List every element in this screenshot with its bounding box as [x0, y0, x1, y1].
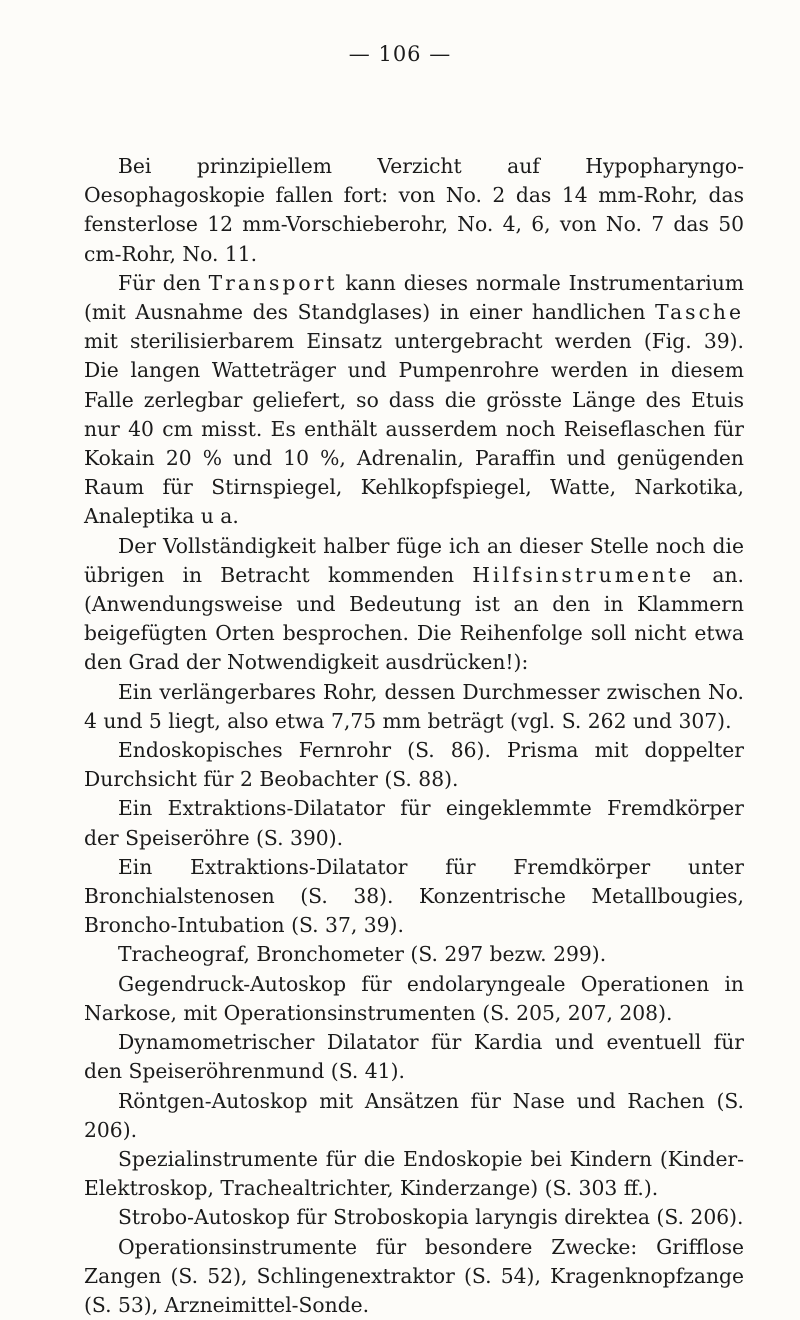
text-run: kann dieses normale Instrumentarium (mit Ausnahme des Standglases) in einer handlichen — [84, 270, 744, 325]
spaced-term: Hilfsinstrumente — [472, 562, 695, 587]
paragraph — [84, 1087, 744, 1145]
text-run: mit sterilisierbarem Einsatz untergebracht werden (Fig. 39). Die langen Watteträger und Pumpenrohre werden in diesem Falle zerlegbar geliefert, so dass die grösste Länge des Etuis nur 40 cm misst. Es enthält ausserdem noch Reiseflaschen für Kokain 20 % und 10 %, Adrenalin, Paraffin und genügenden Raum für Stirnspiegel, Kehlkopfspiegel, Watte, Narkotika, Analeptika u a. — [84, 329, 744, 529]
body-text — [84, 152, 744, 1320]
text-run: Tracheograf, Bronchometer (S. 297 bezw. 299). — [118, 942, 607, 967]
text-run: Gegendruck-Autoskop für endolaryngeale Operationen in Narkose, mit Operationsinstrumenten (S. 205, 207, 208). — [84, 971, 744, 1025]
paragraph — [84, 940, 744, 969]
paragraph — [84, 736, 744, 794]
text-run: an. (Anwendungsweise und Bedeutung ist an den in Klammern beigefügten Orten besprochen. Die Reihenfolge soll nicht etwa den Grad der Notwendigkeit ausdrücken!): — [84, 562, 744, 675]
text-run: Dynamometrischer Dilatator für Kardia und eventuell für den Speiseröhrenmund (S. 41). — [84, 1030, 744, 1084]
paragraph — [84, 532, 744, 678]
text-run: Ein verlängerbares Rohr, dessen Durchmesser zwischen No. 4 und 5 liegt, also etwa 7,75 mm beträgt (vgl. S. 262 und 307). — [84, 679, 744, 733]
paragraph — [84, 1233, 744, 1320]
text-run: Bei prinzipiellem Verzicht auf Hypopharyngo-Oesophagoskopie fallen fort: von No. 2 das 14 mm-Rohr, das fensterlose 12 mm-Vorschieberohr, No. 4, 6, von No. 7 das 50 cm-Rohr, No. 11. — [84, 154, 744, 266]
paragraph — [84, 794, 744, 852]
paragraph — [84, 1028, 744, 1086]
paragraph — [84, 678, 744, 736]
paragraph — [84, 1203, 744, 1232]
text-run: Strobo-Autoskop für Stroboskopia laryngis direktea (S. 206). — [118, 1205, 744, 1230]
spaced-term: Transport — [208, 270, 338, 295]
text-run: Ein Extraktions-Dilatator für Fremdkörper unter Bronchialstenosen (S. 38). Konzentrische Metallbougies, Broncho-Intubation (S. 37, 39). — [84, 854, 744, 938]
text-run: Für den — [118, 270, 209, 295]
spaced-term: Tasche — [655, 300, 744, 325]
text-run: Operationsinstrumente für besondere Zwecke: Grifflose Zangen (S. 52), Schlingenextraktor (S. 54), Kragenknopfzange (S. 53), Arzneimittel-Sonde. — [84, 1234, 744, 1317]
paragraph — [84, 152, 744, 269]
paragraph — [84, 269, 744, 532]
page-number: — 106 — — [348, 42, 452, 66]
text-run: Spezialinstrumente für die Endoskopie bei Kindern (Kinder-Elektroskop, Trachealtrichter, Kinderzange) (S. 303 ff.). — [84, 1146, 744, 1201]
paragraph — [84, 853, 744, 941]
text-run: Endoskopisches Fernrohr (S. 86). Prisma mit doppelter Durchsicht für 2 Beobachter (S. 88). — [84, 738, 744, 792]
text-run: Der Vollständigkeit halber füge ich an dieser Stelle noch die übrigen in Betracht kommenden — [84, 533, 744, 587]
paragraph — [84, 970, 744, 1028]
text-run: Ein Extraktions-Dilatator für eingeklemmte Fremdkörper der Speiseröhre (S. 390). — [84, 796, 744, 850]
text-run: Röntgen-Autoskop mit Ansätzen für Nase und Rachen (S. 206). — [84, 1088, 744, 1142]
paragraph — [84, 1145, 744, 1203]
